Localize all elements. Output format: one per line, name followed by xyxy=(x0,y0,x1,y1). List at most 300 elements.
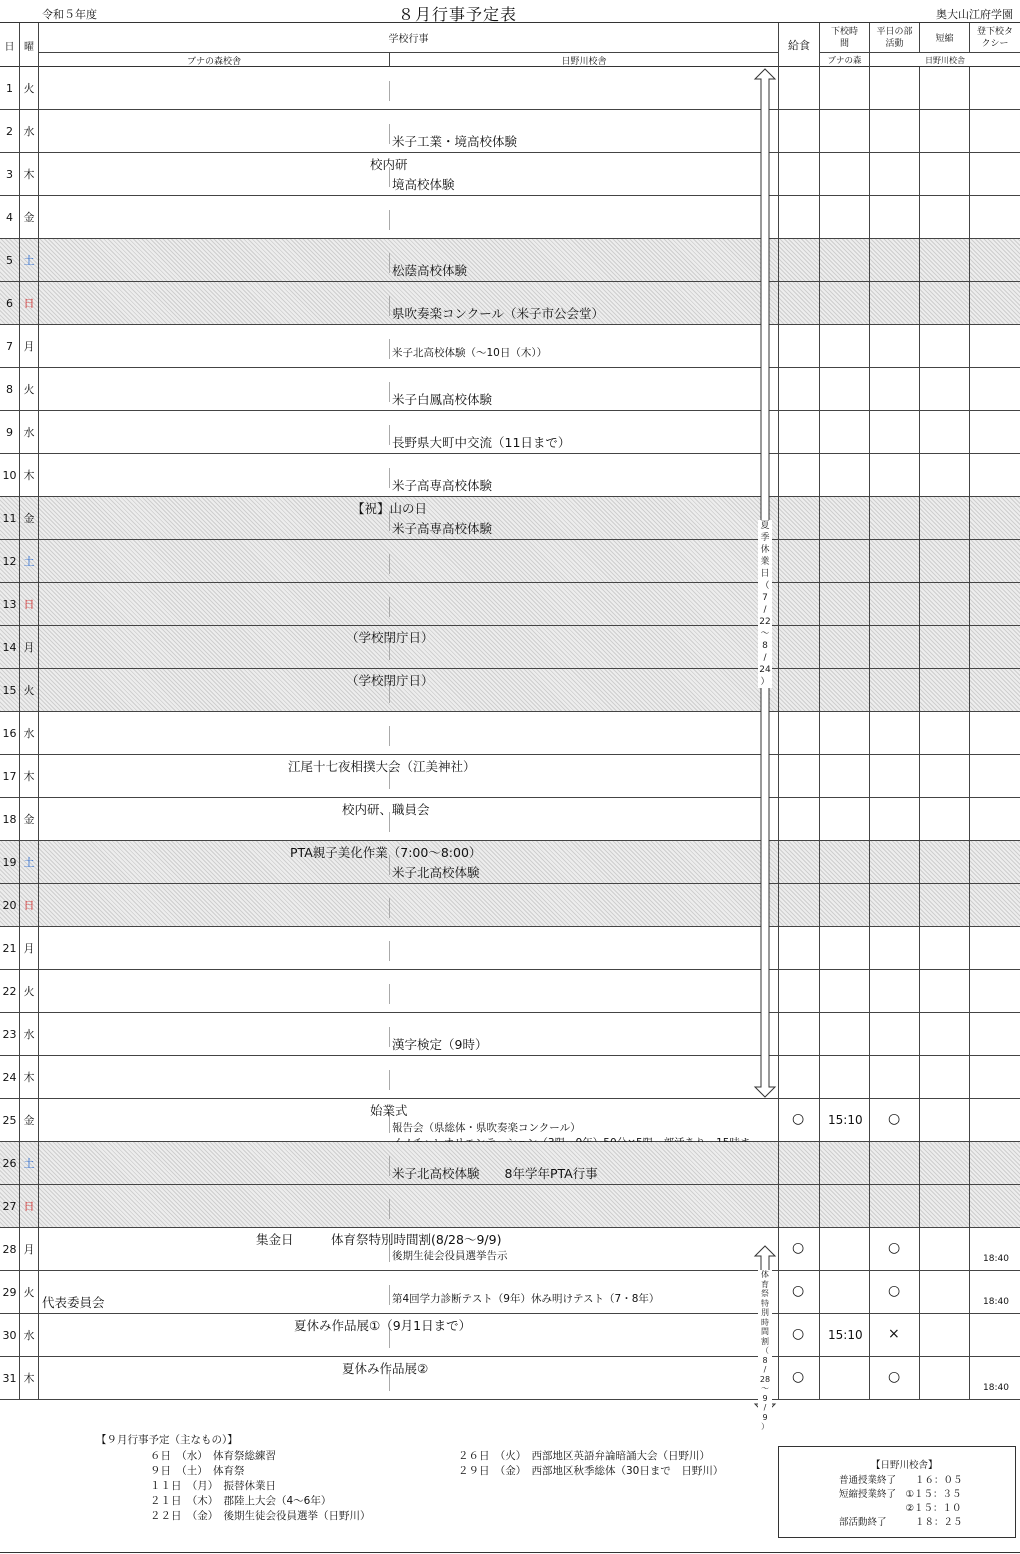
campus-divider xyxy=(389,253,390,273)
day-number: 1 xyxy=(0,67,20,110)
events-cell xyxy=(39,970,779,1013)
vertical-char: ～ xyxy=(760,629,770,639)
vertical-char: 休 xyxy=(760,545,770,555)
short-cell xyxy=(920,927,970,970)
campus-divider xyxy=(389,1156,390,1176)
events-cell xyxy=(39,884,779,927)
campus-divider xyxy=(389,468,390,488)
day-number: 18 xyxy=(0,798,20,841)
sub-hino-header: 日野川校舎 xyxy=(925,55,965,65)
club-cell xyxy=(870,239,920,282)
campus-divider xyxy=(389,1285,390,1305)
weekday: 木 xyxy=(20,454,39,497)
short-cell xyxy=(920,411,970,454)
lunch-cell xyxy=(779,497,820,540)
events-cell xyxy=(39,1056,779,1099)
club-cell xyxy=(870,1142,920,1185)
club-cell xyxy=(870,67,920,110)
lunch-cell xyxy=(779,927,820,970)
lunch-cell xyxy=(779,669,820,712)
club-cell xyxy=(870,282,920,325)
vertical-char: / xyxy=(763,1403,767,1412)
day-number: 30 xyxy=(0,1314,20,1357)
table-row xyxy=(0,927,1020,970)
weekday: 水 xyxy=(20,110,39,153)
taxi-cell xyxy=(970,239,1020,282)
campus-divider xyxy=(389,296,390,316)
sub-buna-header: ブナの森 xyxy=(820,53,870,67)
september-item: ２２日 （金） 後期生徒会役員選挙（日野川） xyxy=(150,1510,371,1522)
lunch-cell xyxy=(779,1013,820,1056)
club-cell xyxy=(870,368,920,411)
dismiss-cell xyxy=(820,884,870,927)
taxi-cell xyxy=(970,67,1020,110)
vertical-char: 8 xyxy=(762,641,768,651)
page-title: ８月行事予定表 xyxy=(398,5,518,24)
club-cell xyxy=(870,626,920,669)
vertical-char: （ xyxy=(761,1346,769,1355)
lunch-cell xyxy=(779,970,820,1013)
dismiss-cell xyxy=(820,583,870,626)
short-cell xyxy=(920,1271,970,1314)
weekday: 火 xyxy=(20,1271,39,1314)
campus-divider xyxy=(389,554,390,574)
club-cell xyxy=(870,755,920,798)
day-number: 7 xyxy=(0,325,20,368)
table-row xyxy=(0,626,1020,669)
event-text: 【祝】山の日 xyxy=(352,501,428,516)
taxi-cell xyxy=(970,540,1020,583)
weekday: 土 xyxy=(20,841,39,884)
short-cell xyxy=(920,798,970,841)
events-cell xyxy=(39,196,779,239)
weekday: 火 xyxy=(20,970,39,1013)
september-item: １１日 （月） 振替休業日 xyxy=(150,1480,276,1492)
day-number: 9 xyxy=(0,411,20,454)
taxi-cell xyxy=(970,497,1020,540)
table-row xyxy=(0,454,1020,497)
day-number: 14 xyxy=(0,626,20,669)
weekday: 水 xyxy=(20,1314,39,1357)
dismiss-cell xyxy=(820,626,870,669)
campus-divider xyxy=(389,1070,390,1090)
col-club-header: 平日の部活動 xyxy=(870,23,920,53)
events-cell xyxy=(39,67,779,110)
vertical-char: 22 xyxy=(759,617,771,627)
lunch-cell xyxy=(779,1142,820,1185)
day-number: 8 xyxy=(0,368,20,411)
club-mark: ○ xyxy=(888,1111,901,1127)
table-row xyxy=(0,1271,1020,1314)
lunch-cell xyxy=(779,411,820,454)
day-number: 15 xyxy=(0,669,20,712)
vertical-char: 業 xyxy=(760,557,770,567)
dismiss-cell xyxy=(820,196,870,239)
day-number: 27 xyxy=(0,1185,20,1228)
short-cell xyxy=(920,1357,970,1400)
lunch-cell xyxy=(779,755,820,798)
col-day-header: 日 xyxy=(0,23,20,67)
weekday: 木 xyxy=(20,755,39,798)
vertical-char: 祭 xyxy=(761,1289,769,1298)
short-cell xyxy=(920,583,970,626)
day-number: 19 xyxy=(0,841,20,884)
day-number: 6 xyxy=(0,282,20,325)
dismiss-cell xyxy=(820,1142,870,1185)
short-cell xyxy=(920,626,970,669)
short-cell xyxy=(920,1056,970,1099)
campus-divider xyxy=(389,898,390,918)
short-cell xyxy=(920,110,970,153)
table-row xyxy=(0,669,1020,712)
taxi-cell xyxy=(970,1314,1020,1357)
table-row xyxy=(0,282,1020,325)
weekday: 金 xyxy=(20,1099,39,1142)
col-events-header: 学校行事 xyxy=(39,23,779,53)
table-row xyxy=(0,196,1020,239)
campus-buna-header: ブナの森校舎 xyxy=(39,53,390,67)
weekday: 日 xyxy=(20,282,39,325)
weekday: 火 xyxy=(20,669,39,712)
taxi-cell xyxy=(970,110,1020,153)
short-cell xyxy=(920,669,970,712)
weekday: 日 xyxy=(20,583,39,626)
taxi-cell xyxy=(970,368,1020,411)
lunch-cell xyxy=(779,110,820,153)
short-cell xyxy=(920,1185,970,1228)
table-row xyxy=(0,1185,1020,1228)
table-row xyxy=(0,497,1020,540)
lunch-cell xyxy=(779,1185,820,1228)
table-row xyxy=(0,1056,1020,1099)
september-item: ２９日 （金） 西部地区秋季総体（30日まで 日野川） xyxy=(458,1465,724,1477)
table-row xyxy=(0,325,1020,368)
col-dismiss-header: 下校時間 xyxy=(820,23,870,53)
dismiss-cell xyxy=(820,67,870,110)
lunch-mark: ○ xyxy=(792,1111,805,1127)
table-row xyxy=(0,1314,1020,1357)
taxi-cell xyxy=(970,1013,1020,1056)
lunch-cell xyxy=(779,583,820,626)
short-cell xyxy=(920,239,970,282)
events-cell xyxy=(39,540,779,583)
short-cell xyxy=(920,325,970,368)
lunch-mark: ○ xyxy=(792,1283,805,1299)
table-row xyxy=(0,841,1020,884)
lunch-cell xyxy=(779,239,820,282)
hino-box-line: 部活動終了 １８：２５ xyxy=(839,1517,963,1528)
weekday: 土 xyxy=(20,1142,39,1185)
event-text: 境高校体験 xyxy=(392,177,455,192)
weekday: 水 xyxy=(20,411,39,454)
dismiss-cell xyxy=(820,110,870,153)
short-cell xyxy=(920,1314,970,1357)
table-row xyxy=(0,1142,1020,1185)
events-cell xyxy=(39,583,779,626)
event-text: 松蔭高校体験 xyxy=(392,263,468,278)
dismiss-cell xyxy=(820,282,870,325)
vertical-char: 体 xyxy=(761,1270,769,1279)
taxi-cell xyxy=(970,712,1020,755)
event-text: 夏休み作品展② xyxy=(342,1361,429,1376)
table-row xyxy=(0,110,1020,153)
campus-divider xyxy=(389,984,390,1004)
lunch-cell xyxy=(779,626,820,669)
short-cell xyxy=(920,1013,970,1056)
day-number: 26 xyxy=(0,1142,20,1185)
lunch-mark: ○ xyxy=(792,1326,805,1342)
day-number: 13 xyxy=(0,583,20,626)
club-cell xyxy=(870,712,920,755)
september-item: ２１日 （木） 郡陸上大会（4～6年） xyxy=(150,1495,332,1507)
weekday: 火 xyxy=(20,368,39,411)
vertical-char: ～ xyxy=(761,1384,769,1393)
event-text: 代表委員会 xyxy=(42,1295,105,1310)
sports-timetable-note xyxy=(758,1270,772,1432)
short-cell xyxy=(920,282,970,325)
taxi-time: 18:40 xyxy=(983,1254,1009,1264)
weekday: 月 xyxy=(20,325,39,368)
day-number: 31 xyxy=(0,1357,20,1400)
september-item: ２６日 （火） 西部地区英語弁論暗誦大会（日野川） xyxy=(458,1450,710,1462)
taxi-cell xyxy=(970,970,1020,1013)
taxi-cell xyxy=(970,841,1020,884)
day-number: 10 xyxy=(0,454,20,497)
lunch-cell xyxy=(779,196,820,239)
event-text: 米子工業・境高校体験 xyxy=(392,134,518,149)
event-text: 第4回学力診断テスト（9年）休み明けテスト（7・8年） xyxy=(392,1293,660,1305)
club-cell xyxy=(870,927,920,970)
events-cell xyxy=(39,927,779,970)
vertical-char: 9 xyxy=(762,1393,768,1403)
day-number: 24 xyxy=(0,1056,20,1099)
club-cell xyxy=(870,454,920,497)
vertical-char: 間 xyxy=(761,1327,769,1336)
table-row xyxy=(0,755,1020,798)
short-cell xyxy=(920,712,970,755)
day-number: 28 xyxy=(0,1228,20,1271)
dismiss-cell xyxy=(820,798,870,841)
dismiss-time: 15:10 xyxy=(828,1113,863,1127)
day-number: 3 xyxy=(0,153,20,196)
col-weekday-header: 曜 xyxy=(20,23,39,67)
taxi-cell xyxy=(970,927,1020,970)
dismiss-cell xyxy=(820,1228,870,1271)
dismiss-time: 15:10 xyxy=(828,1328,863,1342)
event-text: 報告会（県総体・県吹奏楽コンクール） xyxy=(392,1122,581,1134)
dismiss-cell xyxy=(820,454,870,497)
hino-schedule-box xyxy=(778,1446,1016,1538)
table-row xyxy=(0,712,1020,755)
event-text: 漢字検定（9時） xyxy=(392,1037,488,1052)
taxi-cell xyxy=(970,196,1020,239)
club-cell xyxy=(870,540,920,583)
lunch-cell xyxy=(779,1056,820,1099)
taxi-cell xyxy=(970,669,1020,712)
weekday: 月 xyxy=(20,927,39,970)
vertical-char: 夏 xyxy=(760,521,770,531)
table-row xyxy=(0,239,1020,282)
lunch-cell xyxy=(779,798,820,841)
taxi-cell xyxy=(970,798,1020,841)
campus-divider xyxy=(389,425,390,445)
club-cell xyxy=(870,153,920,196)
short-cell xyxy=(920,970,970,1013)
club-cell xyxy=(870,1013,920,1056)
day-number: 12 xyxy=(0,540,20,583)
september-item: ９日 （土） 体育祭 xyxy=(150,1465,245,1477)
dismiss-cell xyxy=(820,1357,870,1400)
taxi-cell xyxy=(970,1056,1020,1099)
vertical-char: 24 xyxy=(759,665,771,675)
club-cell xyxy=(870,841,920,884)
event-text: 後期生徒会役員選挙告示 xyxy=(392,1250,508,1262)
short-cell xyxy=(920,153,970,196)
table-row xyxy=(0,411,1020,454)
hino-box-title: 【日野川校舎】 xyxy=(871,1460,938,1471)
lunch-cell xyxy=(779,67,820,110)
club-cell xyxy=(870,325,920,368)
club-cell xyxy=(870,196,920,239)
dismiss-cell xyxy=(820,970,870,1013)
table-row xyxy=(0,1357,1020,1400)
day-number: 2 xyxy=(0,110,20,153)
school-name: 奥大山江府学園 xyxy=(936,8,1013,21)
september-title: 【９月行事予定（主なもの）】 xyxy=(96,1434,238,1446)
lunch-cell xyxy=(779,540,820,583)
short-cell xyxy=(920,884,970,927)
weekday: 金 xyxy=(20,497,39,540)
event-text: PTA親子美化作業（7:00～8:00） xyxy=(290,845,482,860)
dismiss-cell xyxy=(820,411,870,454)
events-cell xyxy=(39,712,779,755)
weekday: 月 xyxy=(20,1228,39,1271)
hino-box-line: ②１５：１０ xyxy=(839,1503,962,1514)
taxi-cell xyxy=(970,583,1020,626)
dismiss-cell xyxy=(820,755,870,798)
campus-divider xyxy=(389,597,390,617)
day-number: 23 xyxy=(0,1013,20,1056)
event-text: （学校閉庁日） xyxy=(346,630,434,645)
taxi-cell xyxy=(970,325,1020,368)
club-cell xyxy=(870,497,920,540)
short-cell xyxy=(920,196,970,239)
summer-vacation-note xyxy=(758,520,772,688)
event-text: 米子北高校体験 xyxy=(392,865,480,880)
table-row xyxy=(0,1013,1020,1056)
dismiss-cell xyxy=(820,325,870,368)
vertical-char: 特 xyxy=(761,1298,769,1308)
event-text: 米子北高校体験 8年学年PTA行事 xyxy=(392,1166,598,1181)
lunch-mark: ○ xyxy=(792,1240,805,1256)
vertical-char: 育 xyxy=(761,1279,769,1289)
campus-divider xyxy=(389,339,390,359)
dismiss-cell xyxy=(820,712,870,755)
lunch-cell xyxy=(779,282,820,325)
taxi-cell xyxy=(970,1185,1020,1228)
vertical-char: 日 xyxy=(760,569,770,579)
event-text: 米子高専高校体験 xyxy=(392,478,493,493)
vertical-char: 28 xyxy=(759,1374,771,1384)
vertical-char: 割 xyxy=(761,1336,769,1346)
club-mark: ○ xyxy=(888,1283,901,1299)
campus-divider xyxy=(389,81,390,101)
event-text: 県吹奏楽コンクール（米子市公会堂） xyxy=(392,306,605,321)
taxi-cell xyxy=(970,1142,1020,1185)
taxi-cell xyxy=(970,454,1020,497)
short-cell xyxy=(920,540,970,583)
event-text: 集金日 体育祭特別時間割(8/28～9/9) xyxy=(256,1232,502,1247)
table-row xyxy=(0,884,1020,927)
weekday: 日 xyxy=(20,884,39,927)
vertical-char: 8 xyxy=(762,1355,768,1365)
lunch-cell xyxy=(779,153,820,196)
taxi-cell xyxy=(970,411,1020,454)
table-header xyxy=(0,22,1020,67)
club-cell xyxy=(870,884,920,927)
lunch-mark: ○ xyxy=(792,1369,805,1385)
day-number: 22 xyxy=(0,970,20,1013)
short-cell xyxy=(920,1099,970,1142)
event-text: 米子白鳳高校体験 xyxy=(392,392,493,407)
dismiss-cell xyxy=(820,497,870,540)
day-number: 29 xyxy=(0,1271,20,1314)
dismiss-cell xyxy=(820,841,870,884)
weekday: 月 xyxy=(20,626,39,669)
weekday: 水 xyxy=(20,712,39,755)
vertical-char: ） xyxy=(760,677,770,687)
taxi-time: 18:40 xyxy=(983,1297,1009,1307)
day-number: 20 xyxy=(0,884,20,927)
dismiss-cell xyxy=(820,1185,870,1228)
club-cell xyxy=(870,583,920,626)
vertical-char: 7 xyxy=(762,593,768,603)
col-lunch-header: 給食 xyxy=(779,23,820,67)
taxi-cell xyxy=(970,1228,1020,1271)
table-row xyxy=(0,67,1020,110)
col-taxi-header: 登下校タクシー xyxy=(970,23,1020,53)
weekday: 土 xyxy=(20,540,39,583)
short-cell xyxy=(920,67,970,110)
lunch-cell xyxy=(779,454,820,497)
day-number: 4 xyxy=(0,196,20,239)
club-mark: ○ xyxy=(888,1369,901,1385)
day-number: 16 xyxy=(0,712,20,755)
event-text: 江尾十七夜相撲大会（江美神社） xyxy=(288,759,476,774)
vertical-char: （ xyxy=(760,581,770,591)
day-number: 11 xyxy=(0,497,20,540)
taxi-cell xyxy=(970,282,1020,325)
campus-divider xyxy=(389,726,390,746)
event-text: （学校閉庁日） xyxy=(346,673,434,688)
short-cell xyxy=(920,368,970,411)
taxi-cell xyxy=(970,1099,1020,1142)
event-text: 米子高専高校体験 xyxy=(392,521,493,536)
club-mark: ○ xyxy=(888,1240,901,1256)
hino-box-line: 普通授業終了 １６：０５ xyxy=(839,1475,963,1486)
weekday: 木 xyxy=(20,1056,39,1099)
campus-divider xyxy=(389,124,390,144)
table-row xyxy=(0,798,1020,841)
vertical-char: 9 xyxy=(762,1412,768,1422)
club-cell xyxy=(870,411,920,454)
dismiss-cell xyxy=(820,669,870,712)
table-row xyxy=(0,368,1020,411)
col-short-header: 短縮 xyxy=(920,23,970,53)
lunch-cell xyxy=(779,884,820,927)
campus-divider xyxy=(389,210,390,230)
table-row xyxy=(0,1228,1020,1271)
